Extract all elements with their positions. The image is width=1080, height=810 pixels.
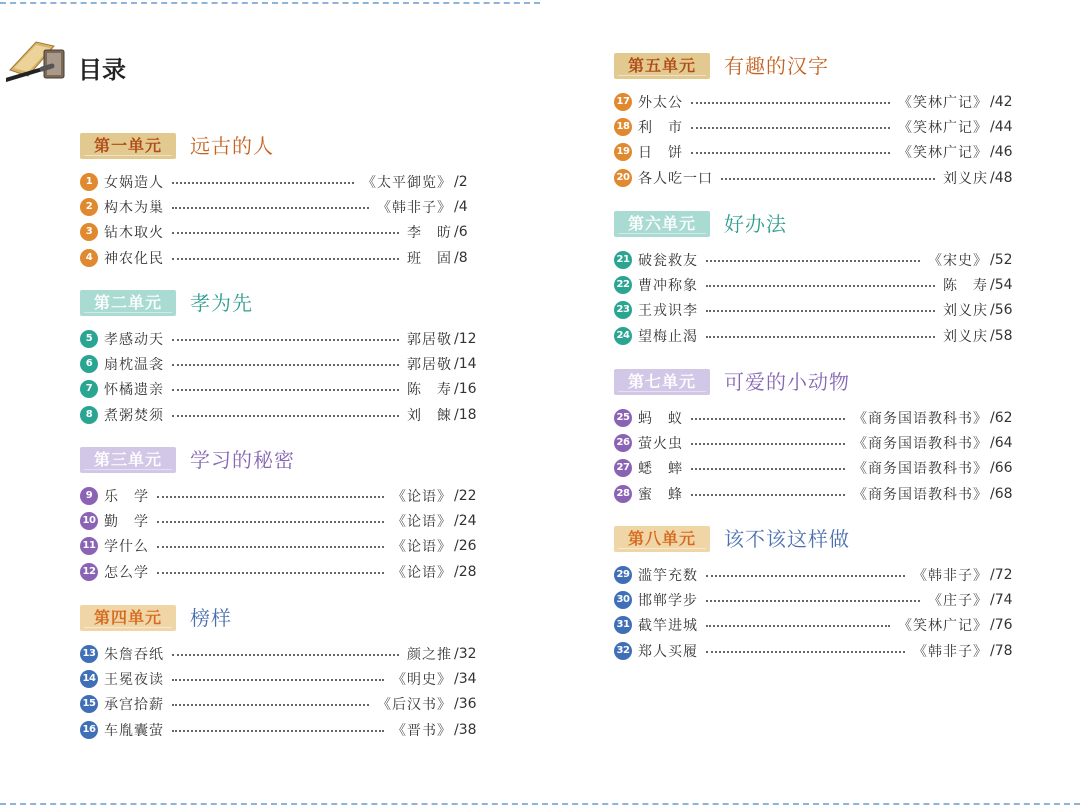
unit-title: 远古的人 [190, 134, 274, 158]
lesson-title: 蜜 蜂 [638, 486, 683, 503]
page-number: /54 [990, 277, 1013, 294]
lesson-source: 《韩非子》 [913, 643, 988, 660]
toc-entry[interactable] [614, 114, 1034, 139]
toc-entry[interactable] [614, 562, 1034, 587]
lesson-source: 班 固 [407, 250, 452, 267]
lesson-number-badge: 25 [614, 409, 632, 427]
toc-entry[interactable] [80, 220, 498, 245]
lesson-source: 《论语》 [392, 514, 452, 531]
page-number: /36 [454, 696, 477, 713]
dot-leader [172, 389, 399, 391]
unit-6 [614, 211, 1034, 349]
lesson-number-badge: 17 [614, 93, 632, 111]
lesson-list [80, 483, 498, 585]
lesson-source: 陈 寿 [943, 278, 988, 295]
lesson-title: 扇枕温衾 [104, 357, 164, 374]
lesson-number-badge: 18 [614, 118, 632, 136]
lesson-source: 《笑林广记》 [898, 120, 988, 137]
lesson-source: 《商务国语教科书》 [853, 436, 988, 453]
dot-leader [691, 418, 845, 420]
lesson-source: 《明史》 [392, 672, 452, 689]
unit-title: 该不该这样做 [724, 527, 850, 551]
lesson-number-badge: 8 [80, 406, 98, 424]
page-number: /46 [990, 144, 1013, 161]
toc-entry[interactable] [80, 402, 498, 427]
dot-leader [157, 496, 384, 498]
toc-entry[interactable] [614, 272, 1034, 297]
toc-entry[interactable] [80, 169, 498, 194]
lesson-source: 李 昉 [407, 225, 452, 242]
page-title: 目录 [78, 56, 126, 84]
lesson-source: 《宋史》 [928, 252, 988, 269]
unit-1 [80, 133, 498, 271]
dot-leader [706, 600, 920, 602]
dot-leader [706, 310, 935, 312]
unit-header [614, 211, 1034, 241]
page-number: /42 [990, 93, 1013, 110]
page-number: /14 [454, 356, 477, 373]
toc-entry[interactable] [614, 140, 1034, 165]
lesson-source: 陈 寿 [407, 382, 452, 399]
lesson-list [80, 169, 498, 271]
lesson-number-badge: 12 [80, 563, 98, 581]
unit-tag: 第二单元 [80, 290, 176, 316]
toc-entry[interactable] [80, 508, 498, 533]
lesson-number-badge: 32 [614, 642, 632, 660]
toc-entry[interactable] [614, 481, 1034, 506]
toc-entry[interactable] [614, 405, 1034, 430]
lesson-title: 学什么 [104, 539, 149, 556]
toc-entry[interactable] [614, 298, 1034, 323]
lesson-number-badge: 30 [614, 591, 632, 609]
toc-entry[interactable] [80, 483, 498, 508]
dot-leader [157, 572, 384, 574]
lesson-source: 《商务国语教科书》 [853, 410, 988, 427]
lesson-title: 女娲造人 [104, 174, 164, 191]
lesson-title: 王冕夜读 [104, 672, 164, 689]
page-number: /76 [990, 617, 1013, 634]
page-number: /78 [990, 642, 1013, 659]
dot-leader [172, 415, 399, 417]
lesson-title: 望梅止渴 [638, 328, 698, 345]
lesson-title: 蚂 蚁 [638, 410, 683, 427]
lesson-source: 郭居敬 [407, 331, 452, 348]
toc-entry[interactable] [80, 692, 498, 717]
lesson-title: 破瓮救友 [638, 252, 698, 269]
page-number: /28 [454, 563, 477, 580]
lesson-title: 承宫拾薪 [104, 697, 164, 714]
lesson-number-badge: 29 [614, 566, 632, 584]
lesson-title: 孝感动天 [104, 331, 164, 348]
lesson-source: 《商务国语教科书》 [853, 461, 988, 478]
lesson-number-badge: 11 [80, 537, 98, 555]
lesson-title: 曹冲称象 [638, 278, 698, 295]
toc-entry[interactable] [80, 326, 498, 351]
toc-entry[interactable] [80, 194, 498, 219]
lesson-list [80, 326, 498, 428]
toc-entry[interactable] [80, 641, 498, 666]
lesson-title: 萤火虫 [638, 436, 683, 453]
lesson-title: 截竿进城 [638, 618, 698, 635]
page-number: /26 [454, 538, 477, 555]
lesson-number-badge: 27 [614, 459, 632, 477]
toc-entry[interactable] [614, 430, 1034, 455]
page-number: /64 [990, 435, 1013, 452]
toc-entry[interactable] [614, 638, 1034, 663]
unit-2 [80, 290, 498, 428]
lesson-number-badge: 5 [80, 330, 98, 348]
unit-tag: 第八单元 [614, 526, 710, 552]
top-dashed-border [0, 2, 540, 4]
book-scroll-icon [6, 32, 70, 88]
page-number: /58 [990, 327, 1013, 344]
lesson-title: 蟋 蟀 [638, 461, 683, 478]
lesson-number-badge: 14 [80, 670, 98, 688]
lesson-number-badge: 10 [80, 512, 98, 530]
unit-tag: 第一单元 [80, 133, 176, 159]
lesson-number-badge: 1 [80, 173, 98, 191]
unit-header [614, 526, 1034, 556]
lesson-source: 《笑林广记》 [898, 618, 988, 635]
unit-tag: 第七单元 [614, 369, 710, 395]
dot-leader [691, 494, 845, 496]
lesson-source: 《论语》 [392, 564, 452, 581]
dot-leader [172, 339, 399, 341]
page-number: /56 [990, 302, 1013, 319]
unit-7 [614, 369, 1034, 507]
lesson-number-badge: 28 [614, 485, 632, 503]
page-number: /74 [990, 592, 1013, 609]
page-number: /34 [454, 671, 477, 688]
lesson-source: 《韩非子》 [913, 567, 988, 584]
lesson-title: 乐 学 [104, 488, 149, 505]
unit-3 [80, 447, 498, 585]
unit-title: 榜样 [190, 606, 232, 630]
page-number: /44 [990, 119, 1013, 136]
page-number: /66 [990, 460, 1013, 477]
dot-leader [706, 260, 920, 262]
page-number: /72 [990, 566, 1013, 583]
dot-leader [691, 468, 845, 470]
lesson-source: 《笑林广记》 [898, 94, 988, 111]
unit-header [80, 290, 498, 320]
page-number: /18 [454, 406, 477, 423]
toc-entry[interactable] [614, 247, 1034, 272]
dot-leader [172, 730, 384, 732]
dot-leader [172, 207, 369, 209]
page-number: /8 [454, 249, 468, 266]
lesson-number-badge: 15 [80, 695, 98, 713]
unit-tag: 第三单元 [80, 447, 176, 473]
lesson-source: 刘义庆 [943, 303, 988, 320]
lesson-source: 郭居敬 [407, 357, 452, 374]
lesson-source: 《韩非子》 [377, 200, 452, 217]
toc-entry[interactable] [80, 245, 498, 270]
toc-entry[interactable] [614, 165, 1034, 190]
lesson-number-badge: 13 [80, 645, 98, 663]
lesson-title: 王戎识李 [638, 303, 698, 320]
lesson-title: 滥竽充数 [638, 567, 698, 584]
lesson-title: 怎么学 [104, 564, 149, 581]
unit-5 [614, 53, 1034, 191]
toc-entry[interactable] [80, 559, 498, 584]
page-number: /68 [990, 485, 1013, 502]
dot-leader [157, 521, 384, 523]
lesson-title: 钻木取火 [104, 225, 164, 242]
dot-leader [706, 651, 905, 653]
lesson-title: 利 市 [638, 120, 683, 137]
lesson-title: 各人吃一口 [638, 170, 713, 187]
lesson-source: 《后汉书》 [377, 697, 452, 714]
page-number: /6 [454, 224, 468, 241]
dot-leader [172, 258, 399, 260]
lesson-title: 构木为巢 [104, 200, 164, 217]
dot-leader [691, 127, 890, 129]
unit-header [80, 133, 498, 163]
toc-entry[interactable] [80, 534, 498, 559]
toc-entry[interactable] [80, 717, 498, 742]
lesson-list [614, 405, 1034, 507]
lesson-title: 怀橘遗亲 [104, 382, 164, 399]
unit-title: 好办法 [724, 212, 787, 236]
page-number: /16 [454, 381, 477, 398]
lesson-source: 《庄子》 [928, 593, 988, 610]
lesson-list [614, 247, 1034, 349]
page-number: /62 [990, 409, 1013, 426]
lesson-source: 《论语》 [392, 539, 452, 556]
dot-leader [706, 336, 935, 338]
toc-entry[interactable] [80, 377, 498, 402]
lesson-number-badge: 20 [614, 169, 632, 187]
toc-entry[interactable] [614, 587, 1034, 612]
unit-8 [614, 526, 1034, 664]
lesson-source: 《晋书》 [392, 722, 452, 739]
dot-leader [157, 546, 384, 548]
lesson-number-badge: 16 [80, 721, 98, 739]
lesson-source: 《论语》 [392, 488, 452, 505]
toc-entry[interactable] [80, 351, 498, 376]
unit-title: 孝为先 [190, 291, 253, 315]
bottom-dashed-border [0, 803, 1080, 805]
page-number: /48 [990, 169, 1013, 186]
lesson-number-badge: 22 [614, 276, 632, 294]
lesson-number-badge: 19 [614, 143, 632, 161]
toc-entry[interactable] [614, 613, 1034, 638]
lesson-source: 刘 餗 [407, 407, 452, 424]
lesson-number-badge: 4 [80, 249, 98, 267]
page-number: /24 [454, 513, 477, 530]
unit-tag: 第五单元 [614, 53, 710, 79]
unit-header [80, 605, 498, 635]
lesson-title: 煮粥焚须 [104, 407, 164, 424]
lesson-source: 《商务国语教科书》 [853, 486, 988, 503]
unit-title: 可爱的小动物 [724, 370, 850, 394]
unit-header [80, 447, 498, 477]
lesson-number-badge: 31 [614, 616, 632, 634]
dot-leader [691, 152, 890, 154]
lesson-list [614, 89, 1034, 191]
page-number: /12 [454, 330, 477, 347]
unit-header [614, 53, 1034, 83]
unit-4 [80, 605, 498, 743]
lesson-title: 神农化民 [104, 250, 164, 267]
unit-tag: 第四单元 [80, 605, 176, 631]
lesson-number-badge: 3 [80, 223, 98, 241]
dot-leader [691, 102, 890, 104]
dot-leader [706, 625, 890, 627]
lesson-title: 外太公 [638, 94, 683, 111]
toc-entry[interactable] [614, 456, 1034, 481]
page-number: /2 [454, 173, 468, 190]
page-number: /38 [454, 721, 477, 738]
lesson-source: 颜之推 [407, 646, 452, 663]
lesson-number-badge: 9 [80, 487, 98, 505]
lesson-number-badge: 7 [80, 380, 98, 398]
lesson-source: 刘义庆 [943, 328, 988, 345]
lesson-source: 刘义庆 [943, 170, 988, 187]
unit-header [614, 369, 1034, 399]
lesson-number-badge: 23 [614, 301, 632, 319]
page-number: /4 [454, 199, 468, 216]
dot-leader [706, 575, 905, 577]
lesson-number-badge: 6 [80, 355, 98, 373]
unit-tag: 第六单元 [614, 211, 710, 237]
dot-leader [172, 654, 399, 656]
dot-leader [706, 285, 935, 287]
lesson-number-badge: 21 [614, 251, 632, 269]
lesson-source: 《太平御览》 [362, 174, 452, 191]
unit-title: 有趣的汉字 [724, 54, 829, 78]
lesson-title: 郑人买履 [638, 643, 698, 660]
dot-leader [172, 182, 354, 184]
lesson-source: 《笑林广记》 [898, 145, 988, 162]
dot-leader [172, 232, 399, 234]
page-number: /22 [454, 487, 477, 504]
dot-leader [721, 178, 935, 180]
toc-entry[interactable] [614, 89, 1034, 114]
lesson-title: 邯郸学步 [638, 593, 698, 610]
lesson-number-badge: 24 [614, 327, 632, 345]
lesson-list [614, 562, 1034, 664]
dot-leader [172, 364, 399, 366]
page-number: /32 [454, 645, 477, 662]
page-number: /52 [990, 251, 1013, 268]
lesson-number-badge: 26 [614, 434, 632, 452]
dot-leader [172, 704, 369, 706]
dot-leader [172, 679, 384, 681]
toc-entry[interactable] [80, 666, 498, 691]
dot-leader [691, 443, 845, 445]
lesson-title: 勤 学 [104, 514, 149, 531]
lesson-list [80, 641, 498, 743]
toc-entry[interactable] [614, 323, 1034, 348]
lesson-title: 朱詹吞纸 [104, 646, 164, 663]
lesson-title: 车胤囊萤 [104, 722, 164, 739]
lesson-title: 日 饼 [638, 145, 683, 162]
lesson-number-badge: 2 [80, 198, 98, 216]
unit-title: 学习的秘密 [190, 448, 295, 472]
